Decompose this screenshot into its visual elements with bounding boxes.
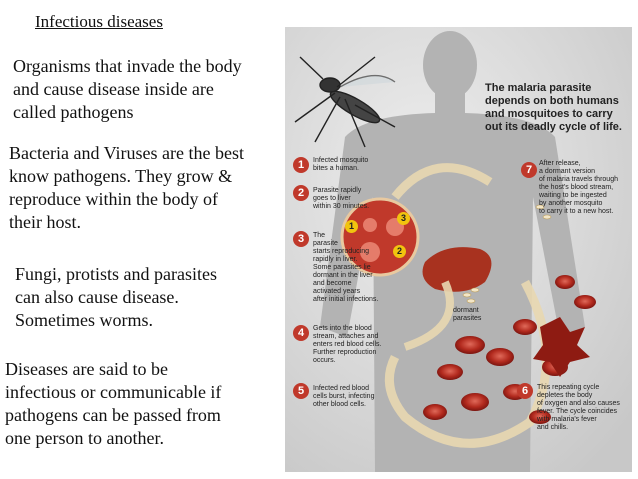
step-badge-3: 3: [293, 231, 309, 247]
step-badge-7: 7: [521, 162, 537, 178]
step-badge-5: 5: [293, 383, 309, 399]
step-5-text: Infected red blood cells burst, infecting other blood cells.: [313, 385, 375, 408]
step-badge-2: 2: [293, 185, 309, 201]
malaria-lifecycle-graphic: [285, 27, 632, 472]
step-4-text: Gets into the blood stream, attaches and enters red blood cells. Further reproduction occurs.: [313, 325, 382, 364]
step-badge-1: 1: [293, 157, 309, 173]
communicable-definition: Diseases are said to be infectious or communicable if pathogens can be passed from one person to another.: [5, 359, 222, 448]
step-badge-4: 4: [293, 325, 309, 341]
step-6-text: This repeating cycle depletes the body of oxygen and also causes fever. The cycle coincides with malaria's fever and chills.: [537, 384, 620, 431]
dormant-parasites-label: dormant parasites: [453, 307, 482, 322]
step-2-text: Parasite rapidly goes to liver within 30 minutes.: [313, 187, 370, 210]
bacteria-viruses-text: Bacteria and Viruses are the best know pathogens. They grow & reproduce within the body of their host.: [9, 143, 244, 232]
step-7-text: After release, a dormant version of malaria travels through the host's blood stream, waiting to be ingested by another mosquito to carry it to a new host.: [539, 160, 618, 215]
graphic-headline: The malaria parasite depends on both humans and mosquitoes to carry out its deadly cycle of life.: [485, 82, 622, 133]
liver-badge-3: 3: [397, 212, 410, 225]
step-1-text: Infected mosquito bites a human.: [313, 157, 369, 172]
pathogens-definition: Organisms that invade the body and cause disease inside are called pathogens: [13, 56, 242, 122]
step-badge-6: 6: [517, 383, 533, 399]
fungi-protists-text: Fungi, protists and parasites can also cause disease. Sometimes worms.: [15, 264, 217, 330]
liver-badge-2: 2: [393, 245, 406, 258]
slide-title: Infectious diseases: [35, 12, 163, 31]
liver-badge-1: 1: [345, 220, 358, 233]
step-3-text: The parasite starts reproducing rapidly in liver. Some parasites lie dormant in the liver and become activated years after initial infections.: [313, 232, 379, 303]
